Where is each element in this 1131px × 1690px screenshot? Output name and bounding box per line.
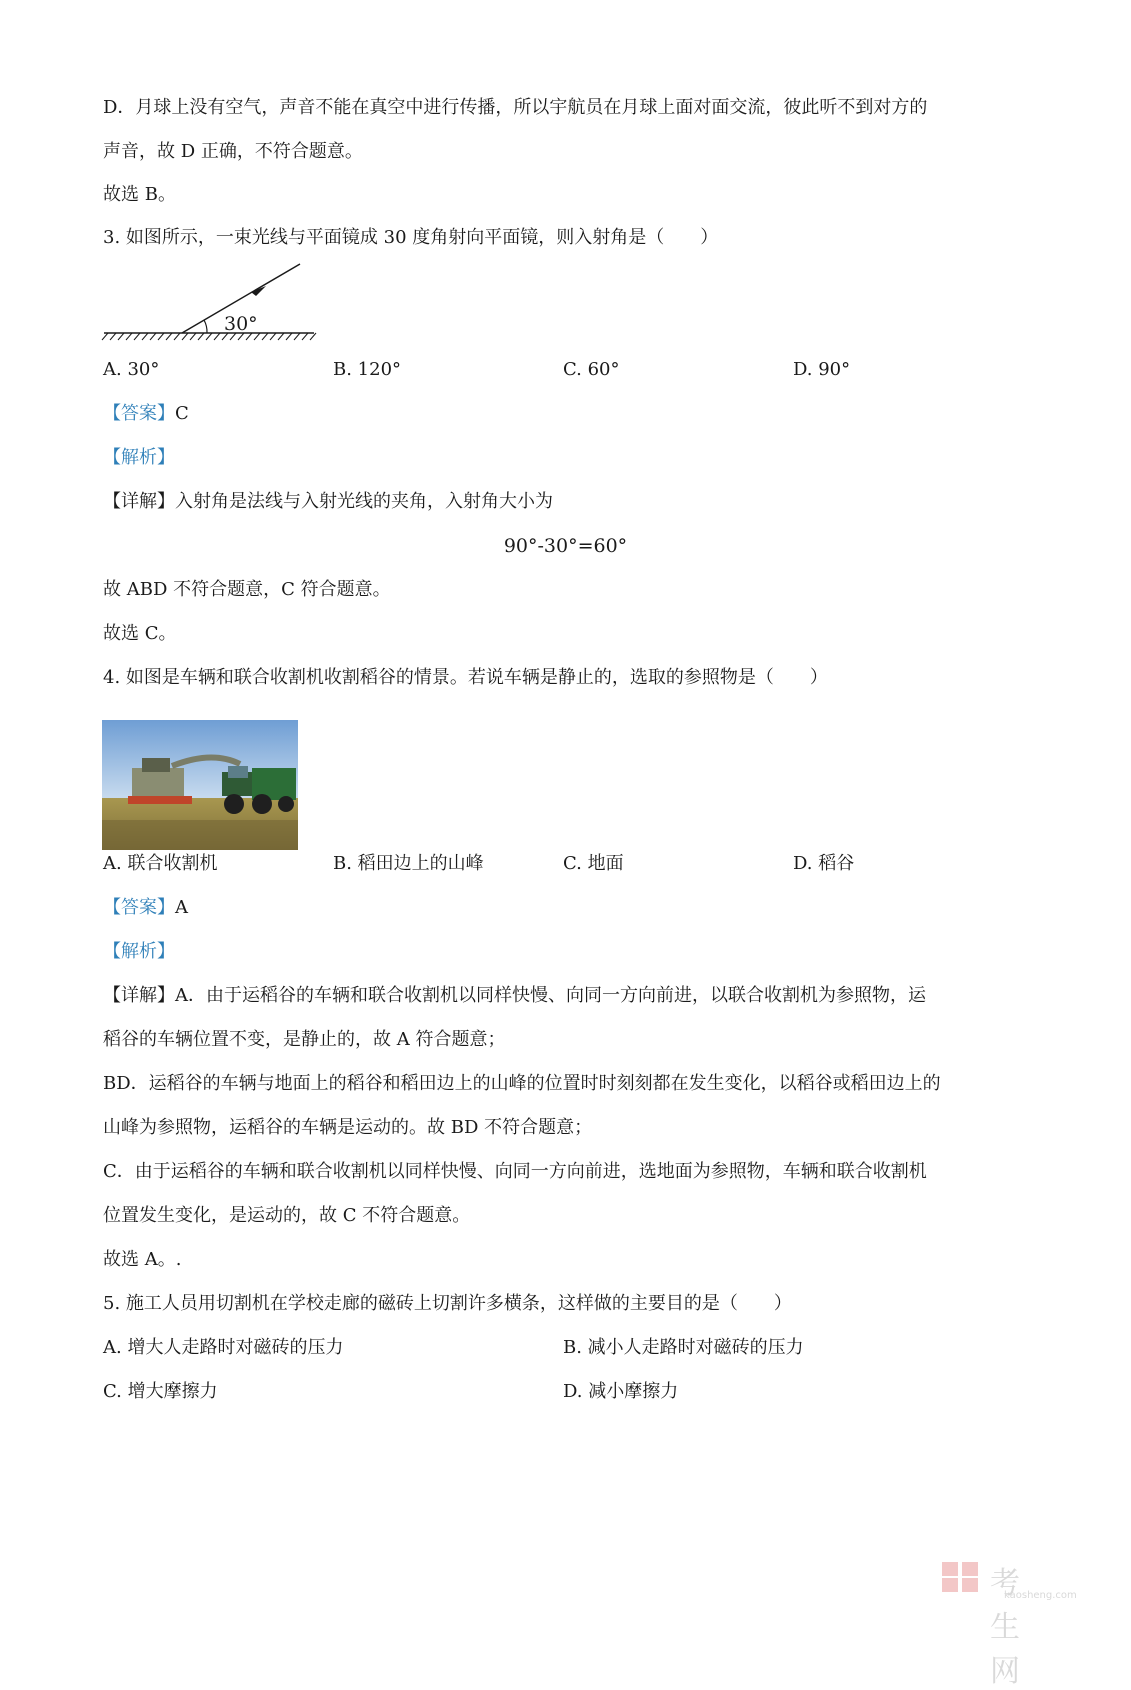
detail-row bbox=[103, 490, 553, 514]
option-b: B. 120° bbox=[333, 359, 402, 380]
angle-label: 30° bbox=[224, 313, 258, 335]
watermark-sub: kaosheng.com bbox=[1004, 1590, 1077, 1601]
option-d: D. 稻谷 bbox=[793, 853, 855, 874]
detail-tag: 【详解】 bbox=[103, 491, 175, 512]
text-line: 山峰为参照物，运稻谷的车辆是运动的。故 BD 不符合题意； bbox=[103, 1117, 593, 1138]
option-b: B. 稻田边上的山峰 bbox=[333, 853, 484, 874]
question-5: 5. 施工人员用切割机在学校走廊的磁砖上切割许多横条，这样做的主要目的是（ ） bbox=[103, 1293, 792, 1314]
text-line: 故选 B。 bbox=[103, 184, 176, 205]
answer-row bbox=[103, 402, 189, 426]
watermark-logo-icon bbox=[940, 1560, 984, 1594]
watermark bbox=[940, 1560, 1077, 1689]
question-4: 4. 如图是车辆和联合收割机收割稻谷的情景。若说车辆是静止的，选取的参照物是（ ） bbox=[103, 667, 828, 688]
option-c: C. 地面 bbox=[563, 853, 624, 874]
text-line: 声音，故 D 正确，不符合题意。 bbox=[103, 141, 363, 162]
option-a: A. 增大人走路时对磁砖的压力 bbox=[103, 1337, 344, 1358]
detail-text: A．由于运稻谷的车辆和联合收割机以同样快慢、向同一方向前进，以联合收割机为参照物，运 bbox=[175, 985, 926, 1006]
detail-text: 入射角是法线与入射光线的夹角，入射角大小为 bbox=[175, 491, 553, 512]
option-c: C. 增大摩擦力 bbox=[103, 1381, 218, 1402]
text-line: BD．运稻谷的车辆与地面上的稻谷和稻田边上的山峰的位置时时刻刻都在发生变化，以稻谷或稻田边上的 bbox=[103, 1073, 941, 1094]
option-a: A. 30° bbox=[103, 359, 160, 380]
option-d: D. 减小摩擦力 bbox=[563, 1381, 679, 1402]
text-line: 故选 A。. bbox=[103, 1249, 182, 1270]
text-line: C．由于运稻谷的车辆和联合收割机以同样快慢、向同一方向前进，选地面为参照物，车辆和联合收割机 bbox=[103, 1161, 927, 1182]
analysis-tag: 【解析】 bbox=[103, 941, 175, 962]
option-b: B. 减小人走路时对磁砖的压力 bbox=[563, 1337, 804, 1358]
analysis-tag: 【解析】 bbox=[103, 447, 175, 468]
option-a: A. 联合收割机 bbox=[103, 853, 218, 874]
answer-value: A bbox=[175, 897, 188, 918]
text-line: 故 ABD 不符合题意，C 符合题意。 bbox=[103, 579, 391, 600]
answer-tag: 【答案】 bbox=[103, 897, 175, 918]
watermark-text: 考生网 bbox=[990, 1566, 1022, 1689]
question-3: 3. 如图所示，一束光线与平面镜成 30 度角射向平面镜，则入射角是（ ） bbox=[103, 227, 719, 248]
text-line: 位置发生变化，是运动的，故 C 不符合题意。 bbox=[103, 1205, 471, 1226]
answer-tag: 【答案】 bbox=[103, 403, 175, 424]
detail-row bbox=[103, 984, 926, 1008]
text-line: 故选 C。 bbox=[103, 623, 177, 644]
option-c: C. 60° bbox=[563, 359, 620, 380]
formula: 90°-30°=60° bbox=[503, 535, 628, 557]
harvest-photo bbox=[102, 720, 298, 850]
answer-value: C bbox=[175, 403, 189, 424]
text-line: D．月球上没有空气，声音不能在真空中进行传播，所以宇航员在月球上面对面交流，彼此听不到对方的 bbox=[103, 97, 928, 118]
detail-tag: 【详解】 bbox=[103, 985, 175, 1006]
mirror-diagram bbox=[100, 262, 320, 342]
option-d: D. 90° bbox=[793, 359, 851, 380]
answer-row bbox=[103, 896, 188, 920]
text-line: 稻谷的车辆位置不变，是静止的，故 A 符合题意； bbox=[103, 1029, 506, 1050]
